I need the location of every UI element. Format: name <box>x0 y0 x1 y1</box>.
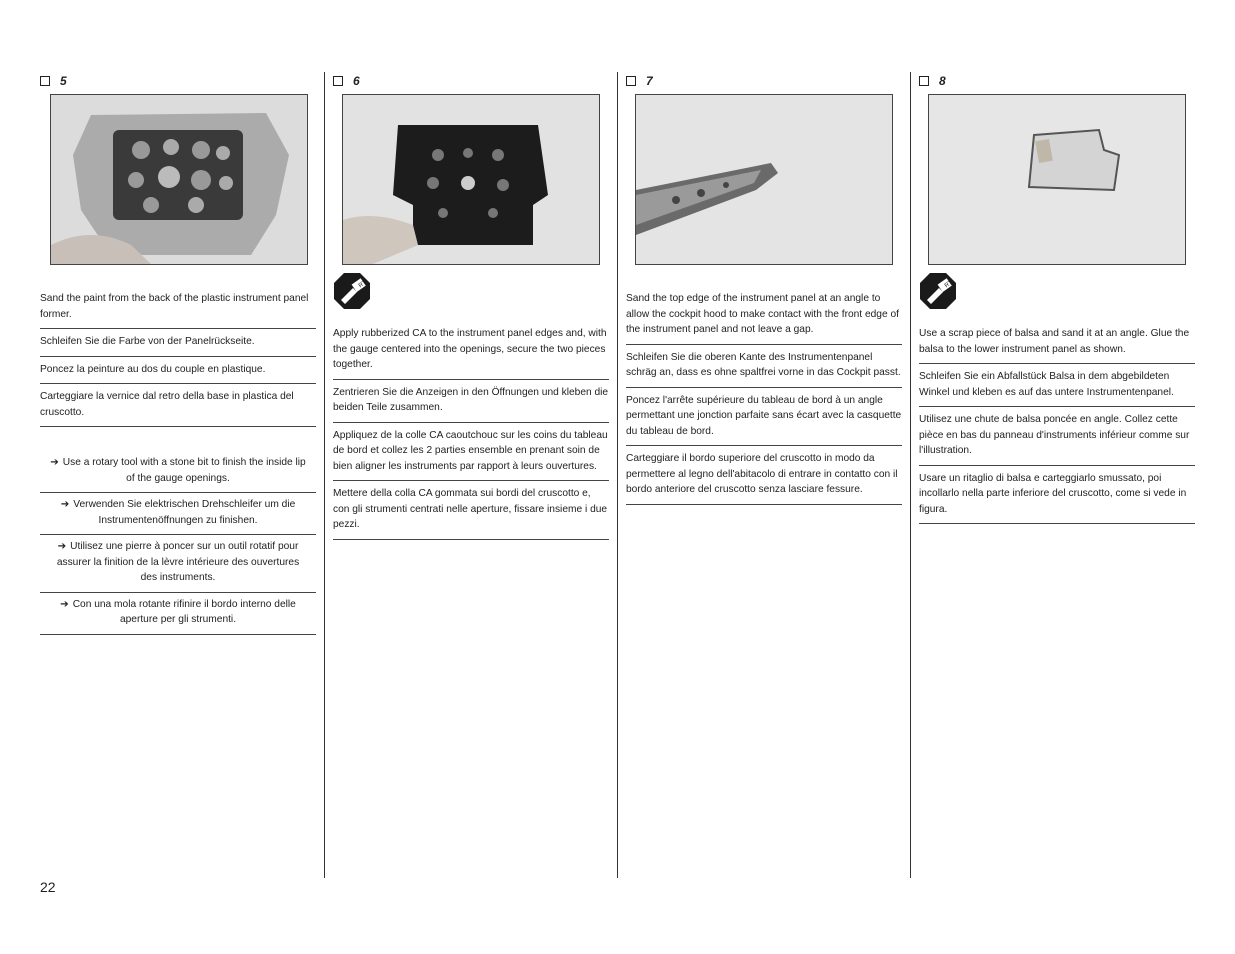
step-7-column <box>626 72 904 495</box>
paragraph-de: Schleifen Sie die Farbe von der Panelrückseite. <box>40 329 316 357</box>
paragraph-en: Sand the top edge of the instrument panel at an angle to allow the cockpit hood to make contact with the front edge of the instrument panel and not leave a gap. <box>626 289 902 345</box>
step-8-column <box>919 72 1197 515</box>
column-divider <box>324 72 325 878</box>
column-divider <box>617 72 618 878</box>
step-7-text <box>626 289 902 505</box>
step-5-column <box>40 72 318 625</box>
column-divider <box>910 72 911 878</box>
paragraph-de: Schleifen Sie ein Abfallstück Balsa in dem abgebildeten Winkel und kleben es auf das untere Instrumentenpanel. <box>919 364 1195 407</box>
paragraph-it: Mettere della colla CA gommata sui bordi del cruscotto e, con gli strumenti centrati nelle aperture, fissare insieme i due pezzi. <box>333 481 609 540</box>
step-8-photo <box>928 94 1186 265</box>
paragraph-en: Sand the paint from the back of the plastic instrument panel former. <box>40 289 316 329</box>
step-number: 7 <box>646 74 653 88</box>
step-8-text <box>919 324 1195 524</box>
step-7-photo <box>635 94 893 265</box>
rubberized-ca-glue-icon <box>919 272 957 310</box>
tip-de: ➔ Verwenden Sie elektrischen Drehschleifer um die Instrumentenöffnungen zu finishen. <box>40 493 316 535</box>
arrow-right-icon: ➔ <box>57 541 67 552</box>
paragraph-fr: Poncez l'arrête supérieure du tableau de bord à un angle permettant une jonction parfaite sans écart avec la casquette du tableau de bord. <box>626 388 902 447</box>
tip-fr: ➔ Utilisez une pierre à poncer sur un outil rotatif pour assurer la finition de la lèvre intérieure des ouvertures des instruments. <box>40 535 316 593</box>
svg-text:RT: RT <box>943 279 954 290</box>
paragraph-de: Zentrieren Sie die Anzeigen in den Öffnungen und kleben die beiden Teile zusammen. <box>333 380 609 423</box>
step-6-photo <box>342 94 600 265</box>
checkbox-icon[interactable] <box>333 76 343 86</box>
step-5-tips <box>40 451 316 635</box>
tip-en: ➔ Use a rotary tool with a stone bit to finish the inside lip of the gauge openings. <box>40 451 316 493</box>
paragraph-de: Schleifen Sie die oberen Kante des Instrumentenpanel schräg an, dass es ohne spaltfrei vorne in das Cockpit passt. <box>626 345 902 388</box>
step-7-header <box>626 72 904 90</box>
svg-text:RT: RT <box>357 279 368 290</box>
paragraph-it: Carteggiare la vernice dal retro della base in plastica del cruscotto. <box>40 384 316 427</box>
step-number: 8 <box>939 74 946 88</box>
step-5-header <box>40 72 318 90</box>
paragraph-en: Use a scrap piece of balsa and sand it at an angle. Glue the balsa to the lower instrument panel as shown. <box>919 324 1195 364</box>
step-6-header <box>333 72 611 90</box>
checkbox-icon[interactable] <box>919 76 929 86</box>
step-number: 5 <box>60 74 67 88</box>
step-6-column <box>333 72 611 530</box>
checkbox-icon[interactable] <box>40 76 50 86</box>
step-5-photo <box>50 94 308 265</box>
step-8-header <box>919 72 1197 90</box>
arrow-right-icon: ➔ <box>50 457 59 468</box>
arrow-right-icon: ➔ <box>60 598 69 610</box>
rubberized-ca-glue-icon <box>333 272 371 310</box>
paragraph-en: Apply rubberized CA to the instrument panel edges and, with the gauge centered into the openings, secure the two pieces together. <box>333 324 609 380</box>
checkbox-icon[interactable] <box>626 76 636 86</box>
step-5-text <box>40 289 316 427</box>
paragraph-it: Usare un ritaglio di balsa e carteggiarlo smussato, poi incollarlo nella parte inferiore del cruscotto, come si vede in figura. <box>919 466 1195 525</box>
step-6-text <box>333 324 609 540</box>
tip-it: ➔ Con una mola rotante rifinire il bordo interno delle aperture per gli strumenti. <box>40 593 316 635</box>
paragraph-fr: Appliquez de la colle CA caoutchouc sur les coins du tableau de bord et collez les 2 parties ensemble en prenant soin de bien aligner les instruments par rapport à leurs ouvertures. <box>333 423 609 482</box>
step-number: 6 <box>353 74 360 88</box>
arrow-right-icon: ➔ <box>60 499 70 510</box>
paragraph-fr: Poncez la peinture au dos du couple en plastique. <box>40 357 316 385</box>
paragraph-fr: Utilisez une chute de balsa poncée en angle. Collez cette pièce en bas du panneau d'instruments inférieur comme sur l'illustration. <box>919 407 1195 466</box>
paragraph-it: Carteggiare il bordo superiore del cruscotto in modo da permettere al legno dell'abitacolo di entrare in contatto con il bordo anteriore del cruscotto senza lasciare fessure. <box>626 446 902 505</box>
page-number: 22 <box>40 879 56 895</box>
